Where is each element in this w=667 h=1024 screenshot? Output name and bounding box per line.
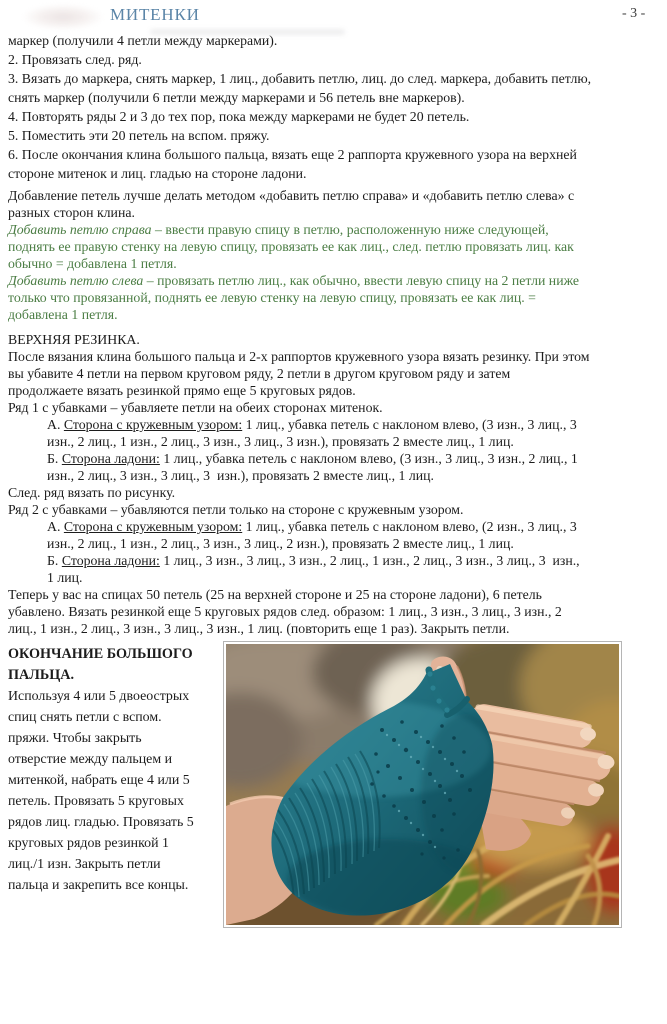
text-line: спиц снять петли с вспом. xyxy=(8,710,162,725)
mitt-photo xyxy=(223,641,622,928)
text-line: поднять ее правую стенку на левую спицу, провязать ее как лиц., след. петлю провязать лиц. как xyxy=(8,239,574,254)
text-line: Теперь у вас на спицах 50 петель (25 на верхней стороне и 25 на стороне ладони), 6 петель xyxy=(8,587,542,602)
pattern-text: 1 лиц., 3 изн., 3 лиц., 3 изн., 2 лиц., 1 изн., 2 лиц., 3 изн., 3 лиц., 3 изн., xyxy=(159,553,580,568)
text-line: Добавление петель лучше делать методом «добавить петлю справа» и «добавить петлю слева» с xyxy=(8,188,575,203)
side-label: Сторона ладони: xyxy=(61,553,160,568)
method-name-left: Добавить петлю слева xyxy=(8,273,144,288)
item-letter: А. xyxy=(47,417,64,432)
watermark-smudge xyxy=(22,4,104,30)
text-line: стороне митенок и лиц. гладью на стороне ладони. xyxy=(8,166,307,181)
item-letter: Б. xyxy=(47,553,62,568)
text-line: 5. Поместить эти 20 петель на вспом. пряжу. xyxy=(8,128,270,143)
text-line: 2. Провязать след. ряд. xyxy=(8,52,142,67)
text-line: снять маркер (получили 6 петли между маркерами и 56 петель вне маркеров). xyxy=(8,90,465,105)
thumb-finishing-section xyxy=(8,644,221,896)
text-line: добавлена 1 петля. xyxy=(8,307,118,322)
text-line xyxy=(8,272,662,289)
text-line: пряжи. Чтобы закрыть xyxy=(8,731,142,746)
side-label: Сторона ладони: xyxy=(61,451,160,466)
text-line: изн., 2 лиц., 1 изн., 2 лиц., 3 изн., 3 лиц., 3 изн.), провязать 2 вместе лиц., 1 лиц. xyxy=(47,434,514,449)
text-line: пальца и закрепить все концы. xyxy=(8,878,189,893)
increase-methods-note xyxy=(8,187,662,323)
pattern-text: 1 лиц., убавка петель с наклоном влево, (2 изн., 3 лиц., 3 xyxy=(242,519,577,534)
text-line: След. ряд вязать по рисунку. xyxy=(8,485,176,500)
text-line xyxy=(8,221,662,238)
item-letter: А. xyxy=(47,519,64,534)
text-line: маркер (получили 4 петли между маркерами). xyxy=(8,33,278,48)
method-desc: – ввести правую спицу в петлю, расположенную ниже следующей, xyxy=(151,222,549,237)
text-line: 3. Вязать до маркера, снять маркер, 1 лиц., добавить петлю, лиц. до след. маркера, добавить петлю, xyxy=(8,71,592,86)
text-line: убавлено. Вязать резинкой еще 5 круговых рядов след. образом: 1 лиц., 3 изн., 3 лиц., 3 изн., 2 xyxy=(8,604,562,619)
text-line: только что провязанной, поднять ее левую стенку на левую спицу, провязать ее как лиц. = xyxy=(8,290,536,305)
mitt-photo-image xyxy=(226,644,619,925)
text-line: Ряд 2 с убавками – убавляются петли только на стороне с кружевным узором. xyxy=(8,502,464,517)
text-line: петель. Провязать 5 круговых xyxy=(8,794,184,809)
text-line xyxy=(8,450,662,467)
text-line xyxy=(8,552,662,569)
page-title: МИТЕНКИ xyxy=(110,5,200,24)
section-heading: ПАЛЬЦА. xyxy=(8,667,75,683)
text-line: рядов лиц. гладью. Провязать 5 xyxy=(8,815,194,830)
section-heading: ВЕРХНЯЯ РЕЗИНКА. xyxy=(8,332,140,347)
top-ribbing-section xyxy=(8,331,662,637)
pattern-text: 1 лиц., убавка петель с наклоном влево, (3 изн., 3 лиц., 3 изн., 2 лиц., 1 xyxy=(159,451,578,466)
pattern-text: 1 лиц., убавка петель с наклоном влево, (3 изн., 3 лиц., 3 xyxy=(242,417,577,432)
text-line xyxy=(8,416,662,433)
text-line: разных сторон клина. xyxy=(8,205,135,220)
text-line: После вязания клина большого пальца и 2-х раппортов кружевного узора вязать резинку. При этом xyxy=(8,349,590,364)
text-line: обычно = добавлена 1 петля. xyxy=(8,256,177,271)
text-line: 4. Повторять ряды 2 и 3 до тех пор, пока между маркерами не будет 20 петель. xyxy=(8,109,470,124)
method-name-right: Добавить петлю справа xyxy=(8,222,152,237)
text-line xyxy=(8,518,662,535)
section-heading: ОКОНЧАНИЕ БОЛЬШОГО xyxy=(8,646,193,662)
text-line: лиц., 1 изн., 2 лиц., 3 изн., 3 лиц., 3 изн., 1 лиц. (повторить еще 1 раз). Закрыть петли. xyxy=(8,621,510,636)
text-line: 1 лиц. xyxy=(47,570,83,585)
text-line: Используя 4 или 5 двоеострых xyxy=(8,689,190,704)
method-desc: – провязать петлю лиц., как обычно, ввести левую спицу на 2 петли ниже xyxy=(143,273,580,288)
text-line: продолжаете вязать резинкой прямо еще 5 круговых рядов. xyxy=(8,383,356,398)
text-line: Ряд 1 с убавками – убавляете петли на обеих сторонах митенок. xyxy=(8,400,383,415)
side-label: Сторона с кружевным узором: xyxy=(63,417,243,432)
text-line: изн., 2 лиц., 1 изн., 2 лиц., 3 изн., 3 лиц., 2 изн.), провязать 2 вместе лиц., 1 лиц. xyxy=(47,536,514,551)
page-number: - 3 - xyxy=(622,6,646,21)
text-line: отверстие между пальцем и xyxy=(8,752,173,767)
thumb-gusset-steps xyxy=(8,31,662,183)
text-line: изн., 2 лиц., 3 изн., 3 лиц., 3 изн.), провязать 2 вместе лиц., 1 лиц. xyxy=(47,468,434,483)
side-label: Сторона с кружевным узором: xyxy=(63,519,243,534)
text-line: 6. После окончания клина большого пальца, вязать еще 2 раппорта кружевного узора на верхней xyxy=(8,147,577,162)
text-line: митенкой, набрать еще 4 или 5 xyxy=(8,773,190,788)
text-line: круговых рядов резинкой 1 xyxy=(8,836,169,851)
text-line: лиц./1 изн. Закрыть петли xyxy=(8,857,161,872)
text-line: вы убавите 4 петли на первом круговом ряду, 2 петли в другом круговом ряду и затем xyxy=(8,366,511,381)
item-letter: Б. xyxy=(47,451,62,466)
